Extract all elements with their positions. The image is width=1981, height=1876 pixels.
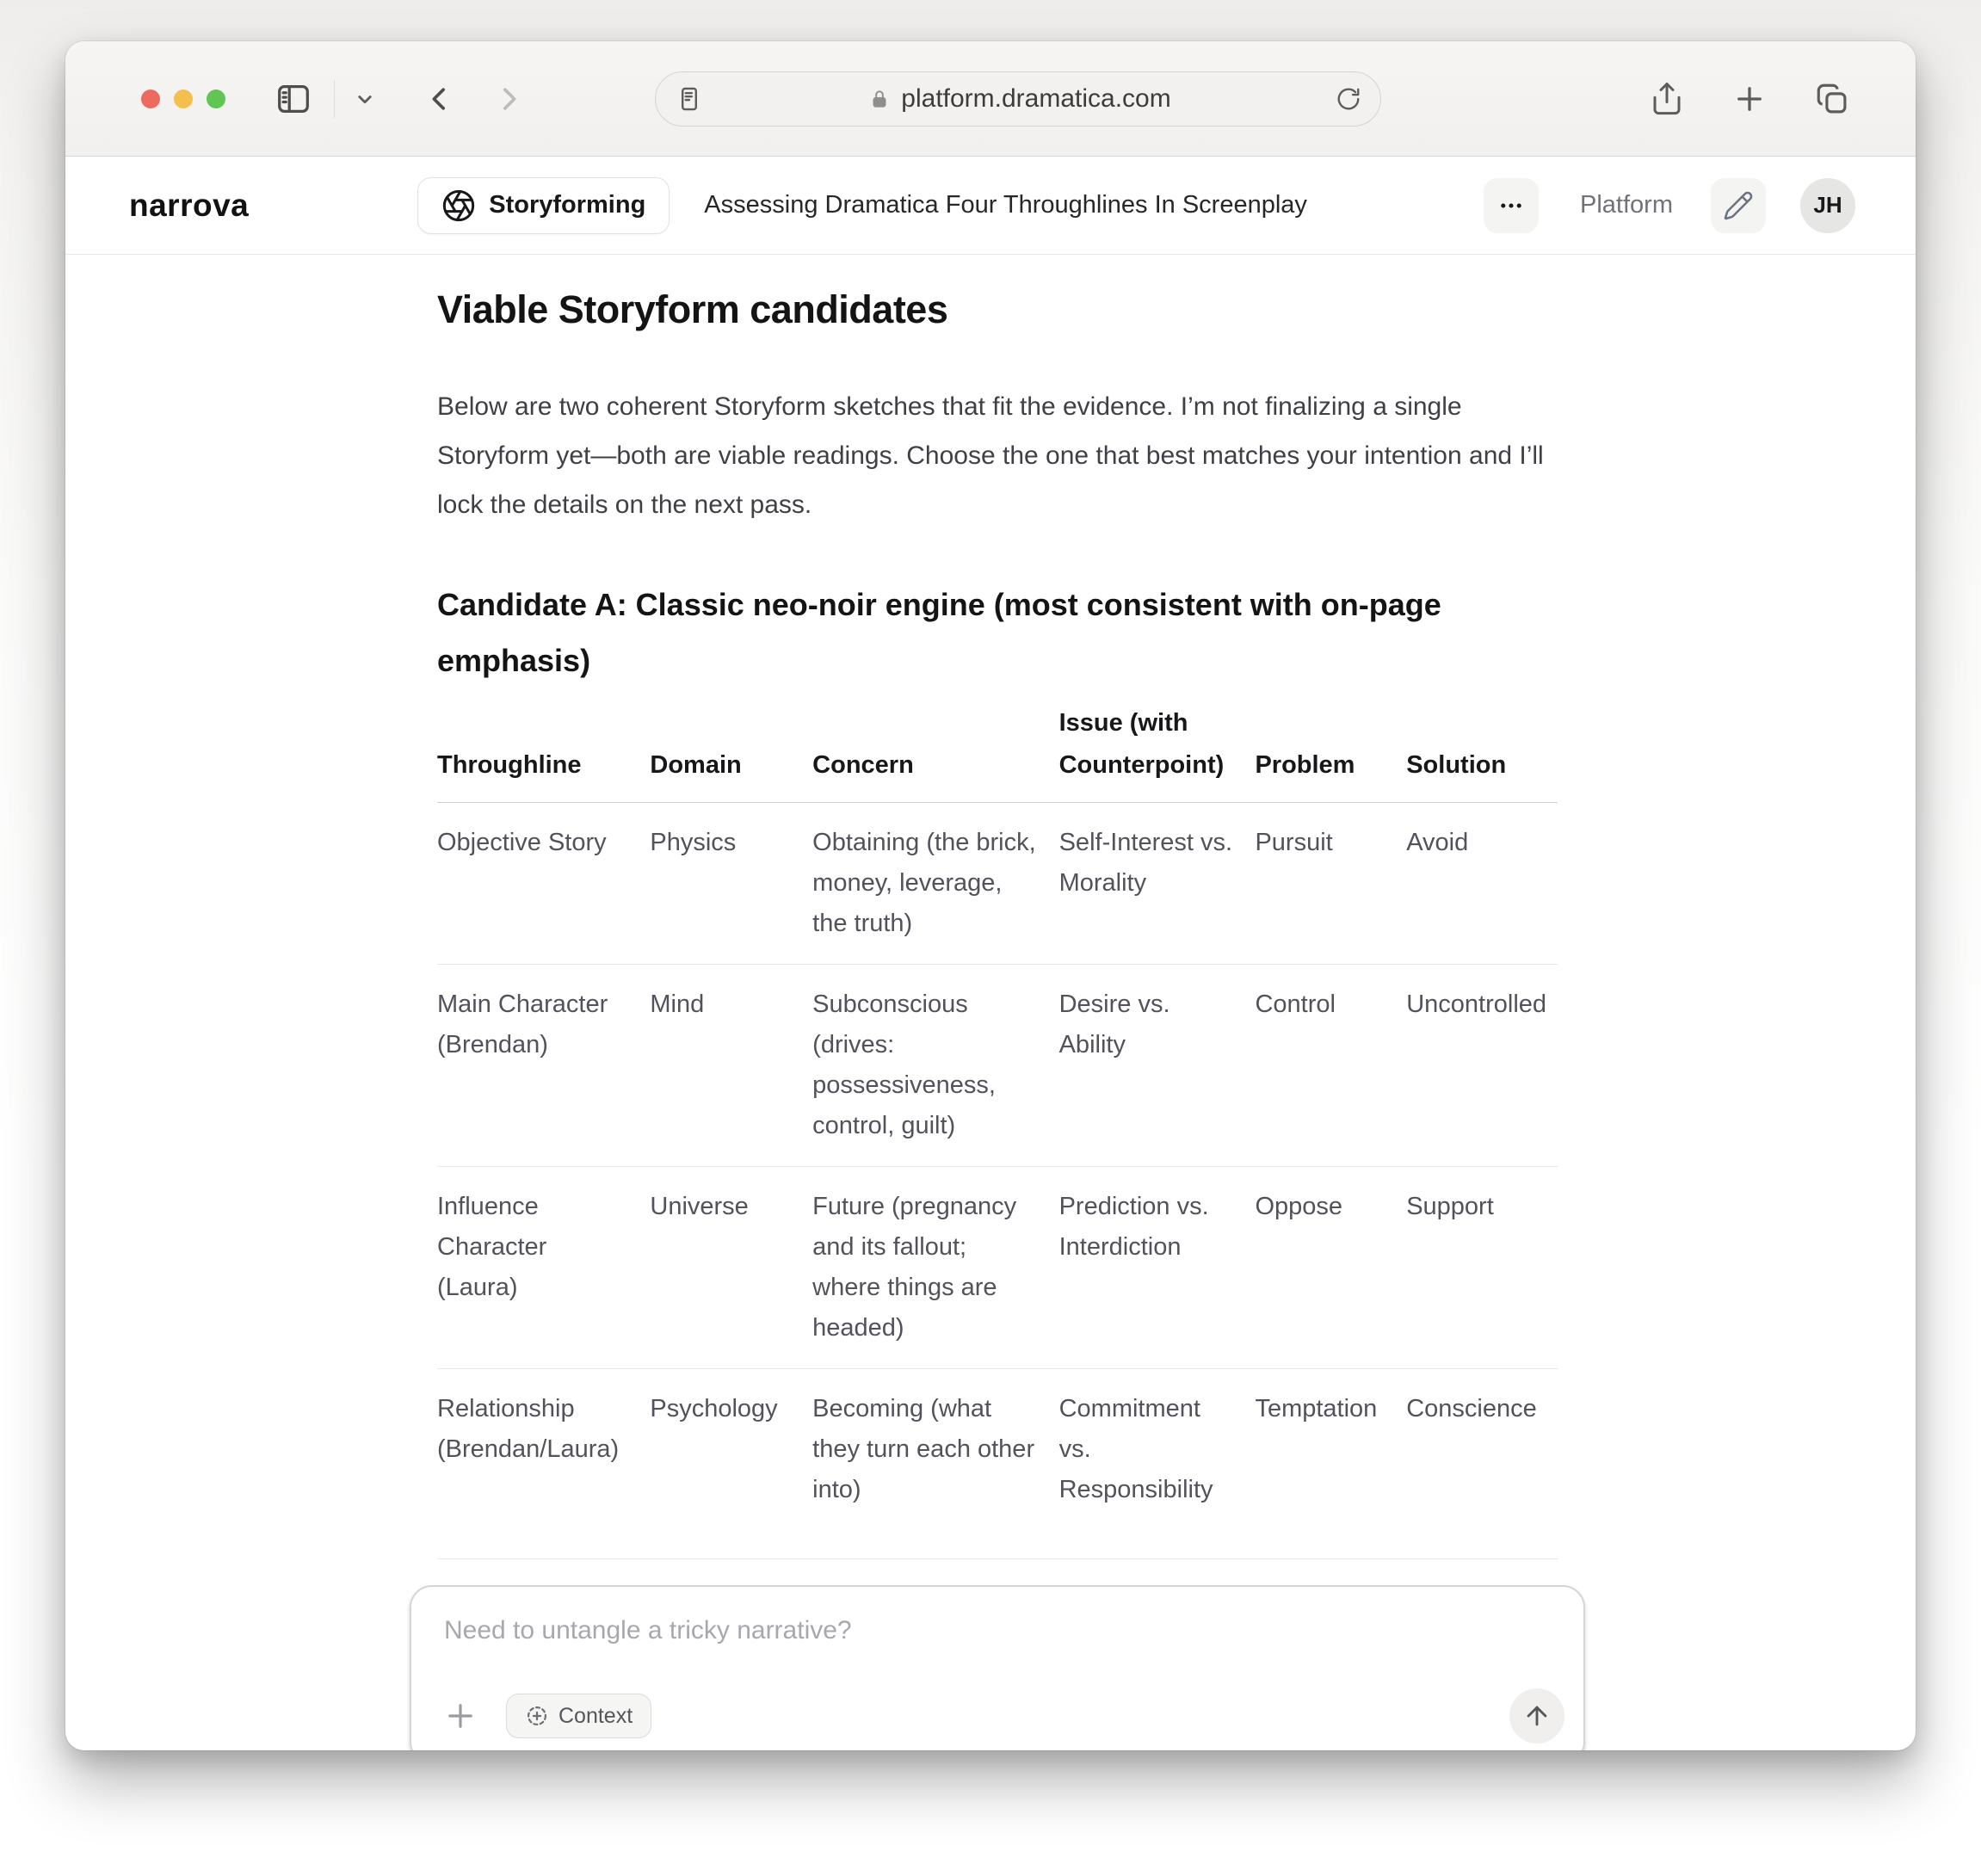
column-header: Domain [650,702,812,803]
document-title: Assessing Dramatica Four Throughlines In Screenplay [704,191,1307,219]
attach-button[interactable] [442,1698,478,1734]
platform-link[interactable]: Platform [1580,191,1673,219]
aperture-icon [441,188,476,223]
table-cell: Support [1406,1167,1558,1369]
more-options-button[interactable] [1484,178,1539,233]
table-cell: Desire vs. Ability [1059,965,1256,1167]
column-header: Issue (with Counterpoint) [1059,702,1256,803]
column-header: Concern [812,702,1058,803]
share-icon[interactable] [1649,81,1685,117]
table-cell: Control [1255,965,1406,1167]
column-header: Problem [1255,702,1406,803]
address-bar[interactable] [655,71,1381,127]
table-cell: Prediction vs. Interdiction [1059,1167,1256,1369]
table-header-row [437,702,1558,803]
chevron-down-icon[interactable] [352,86,378,112]
table-cell: Objective Story [437,803,650,965]
table-row [437,965,1558,1167]
table-cell: Mind [650,965,812,1167]
close-button[interactable] [141,89,160,108]
avatar[interactable]: JH [1800,178,1855,233]
table-cell: Subconscious (drives: possessiveness, control, guilt) [812,965,1058,1167]
table-cell: Oppose [1255,1167,1406,1369]
forward-icon[interactable] [491,82,526,116]
context-label: Context [559,1703,633,1728]
send-button[interactable] [1509,1688,1564,1743]
table-cell: Relationship (Brendan/Laura) [437,1369,650,1559]
ellipsis-icon [1497,191,1526,220]
column-header: Solution [1406,702,1558,803]
storyforming-label: Storyforming [489,191,646,219]
brand-logo: narrova [129,187,250,223]
table-cell: Psychology [650,1369,812,1559]
table-cell: Pursuit [1255,803,1406,965]
toolbar-divider [334,80,335,118]
table-row [437,1167,1558,1369]
browser-toolbar [65,41,1916,157]
table-cell: Avoid [1406,803,1558,965]
plus-icon [442,1698,478,1734]
table-cell: Main Character (Brendan) [437,965,650,1167]
table-body [437,803,1558,1559]
new-tab-icon[interactable] [1731,81,1768,117]
reader-icon[interactable] [675,84,704,114]
context-button[interactable] [506,1694,651,1738]
edit-icon [1723,190,1754,221]
storyforming-button[interactable] [417,177,670,234]
reload-icon[interactable] [1336,86,1361,112]
column-header: Throughline [437,702,650,803]
table-cell: Uncontrolled [1406,965,1558,1167]
table-cell: Self-Interest vs. Morality [1059,803,1256,965]
browser-window [65,41,1916,1750]
sidebar-toggle-icon[interactable] [274,79,313,119]
table-cell: Conscience [1406,1369,1558,1559]
traffic-lights [141,89,225,108]
candidate-a-heading: Candidate A: Classic neo-noir engine (most consistent with on-page emphasis) [437,587,1441,678]
context-add-icon [525,1704,549,1728]
table-header-row [437,702,1558,803]
back-icon[interactable] [423,82,457,116]
zoom-button[interactable] [207,89,225,108]
tab-overview-icon[interactable] [1814,81,1850,117]
edit-button[interactable] [1711,178,1766,233]
table-row [437,803,1558,965]
table-cell: Influence Character (Laura) [437,1167,650,1369]
table-cell: Becoming (what they turn each other into) [812,1369,1058,1559]
lock-icon [868,88,891,110]
table-cell: Physics [650,803,812,965]
composer-toolbar [442,1688,1564,1743]
minimize-button[interactable] [174,89,193,108]
table-row [437,1369,1558,1559]
main-content [65,255,1916,1750]
send-icon [1522,1701,1552,1731]
table-cell: Universe [650,1167,812,1369]
app-header [65,157,1916,255]
chat-input[interactable] [444,1616,1480,1676]
address-text: platform.dramatica.com [901,83,1171,113]
intro-paragraph: Below are two coherent Storyform sketches that fit the evidence. I’m not finalizing a single Storyform yet—both are viable readings. Choose the one that best matches your intention and I’ll lock the details on the next pass. [437,392,1544,519]
chat-composer[interactable] [410,1585,1585,1750]
table-cell: Temptation [1255,1369,1406,1559]
page-title: Viable Storyform candidates [437,287,948,331]
storyform-table [437,702,1558,1559]
table-cell: Obtaining (the brick, money, leverage, the truth) [812,803,1058,965]
table-cell: Future (pregnancy and its fallout; where things are headed) [812,1167,1058,1369]
table-cell: Commitment vs. Responsibility [1059,1369,1256,1559]
